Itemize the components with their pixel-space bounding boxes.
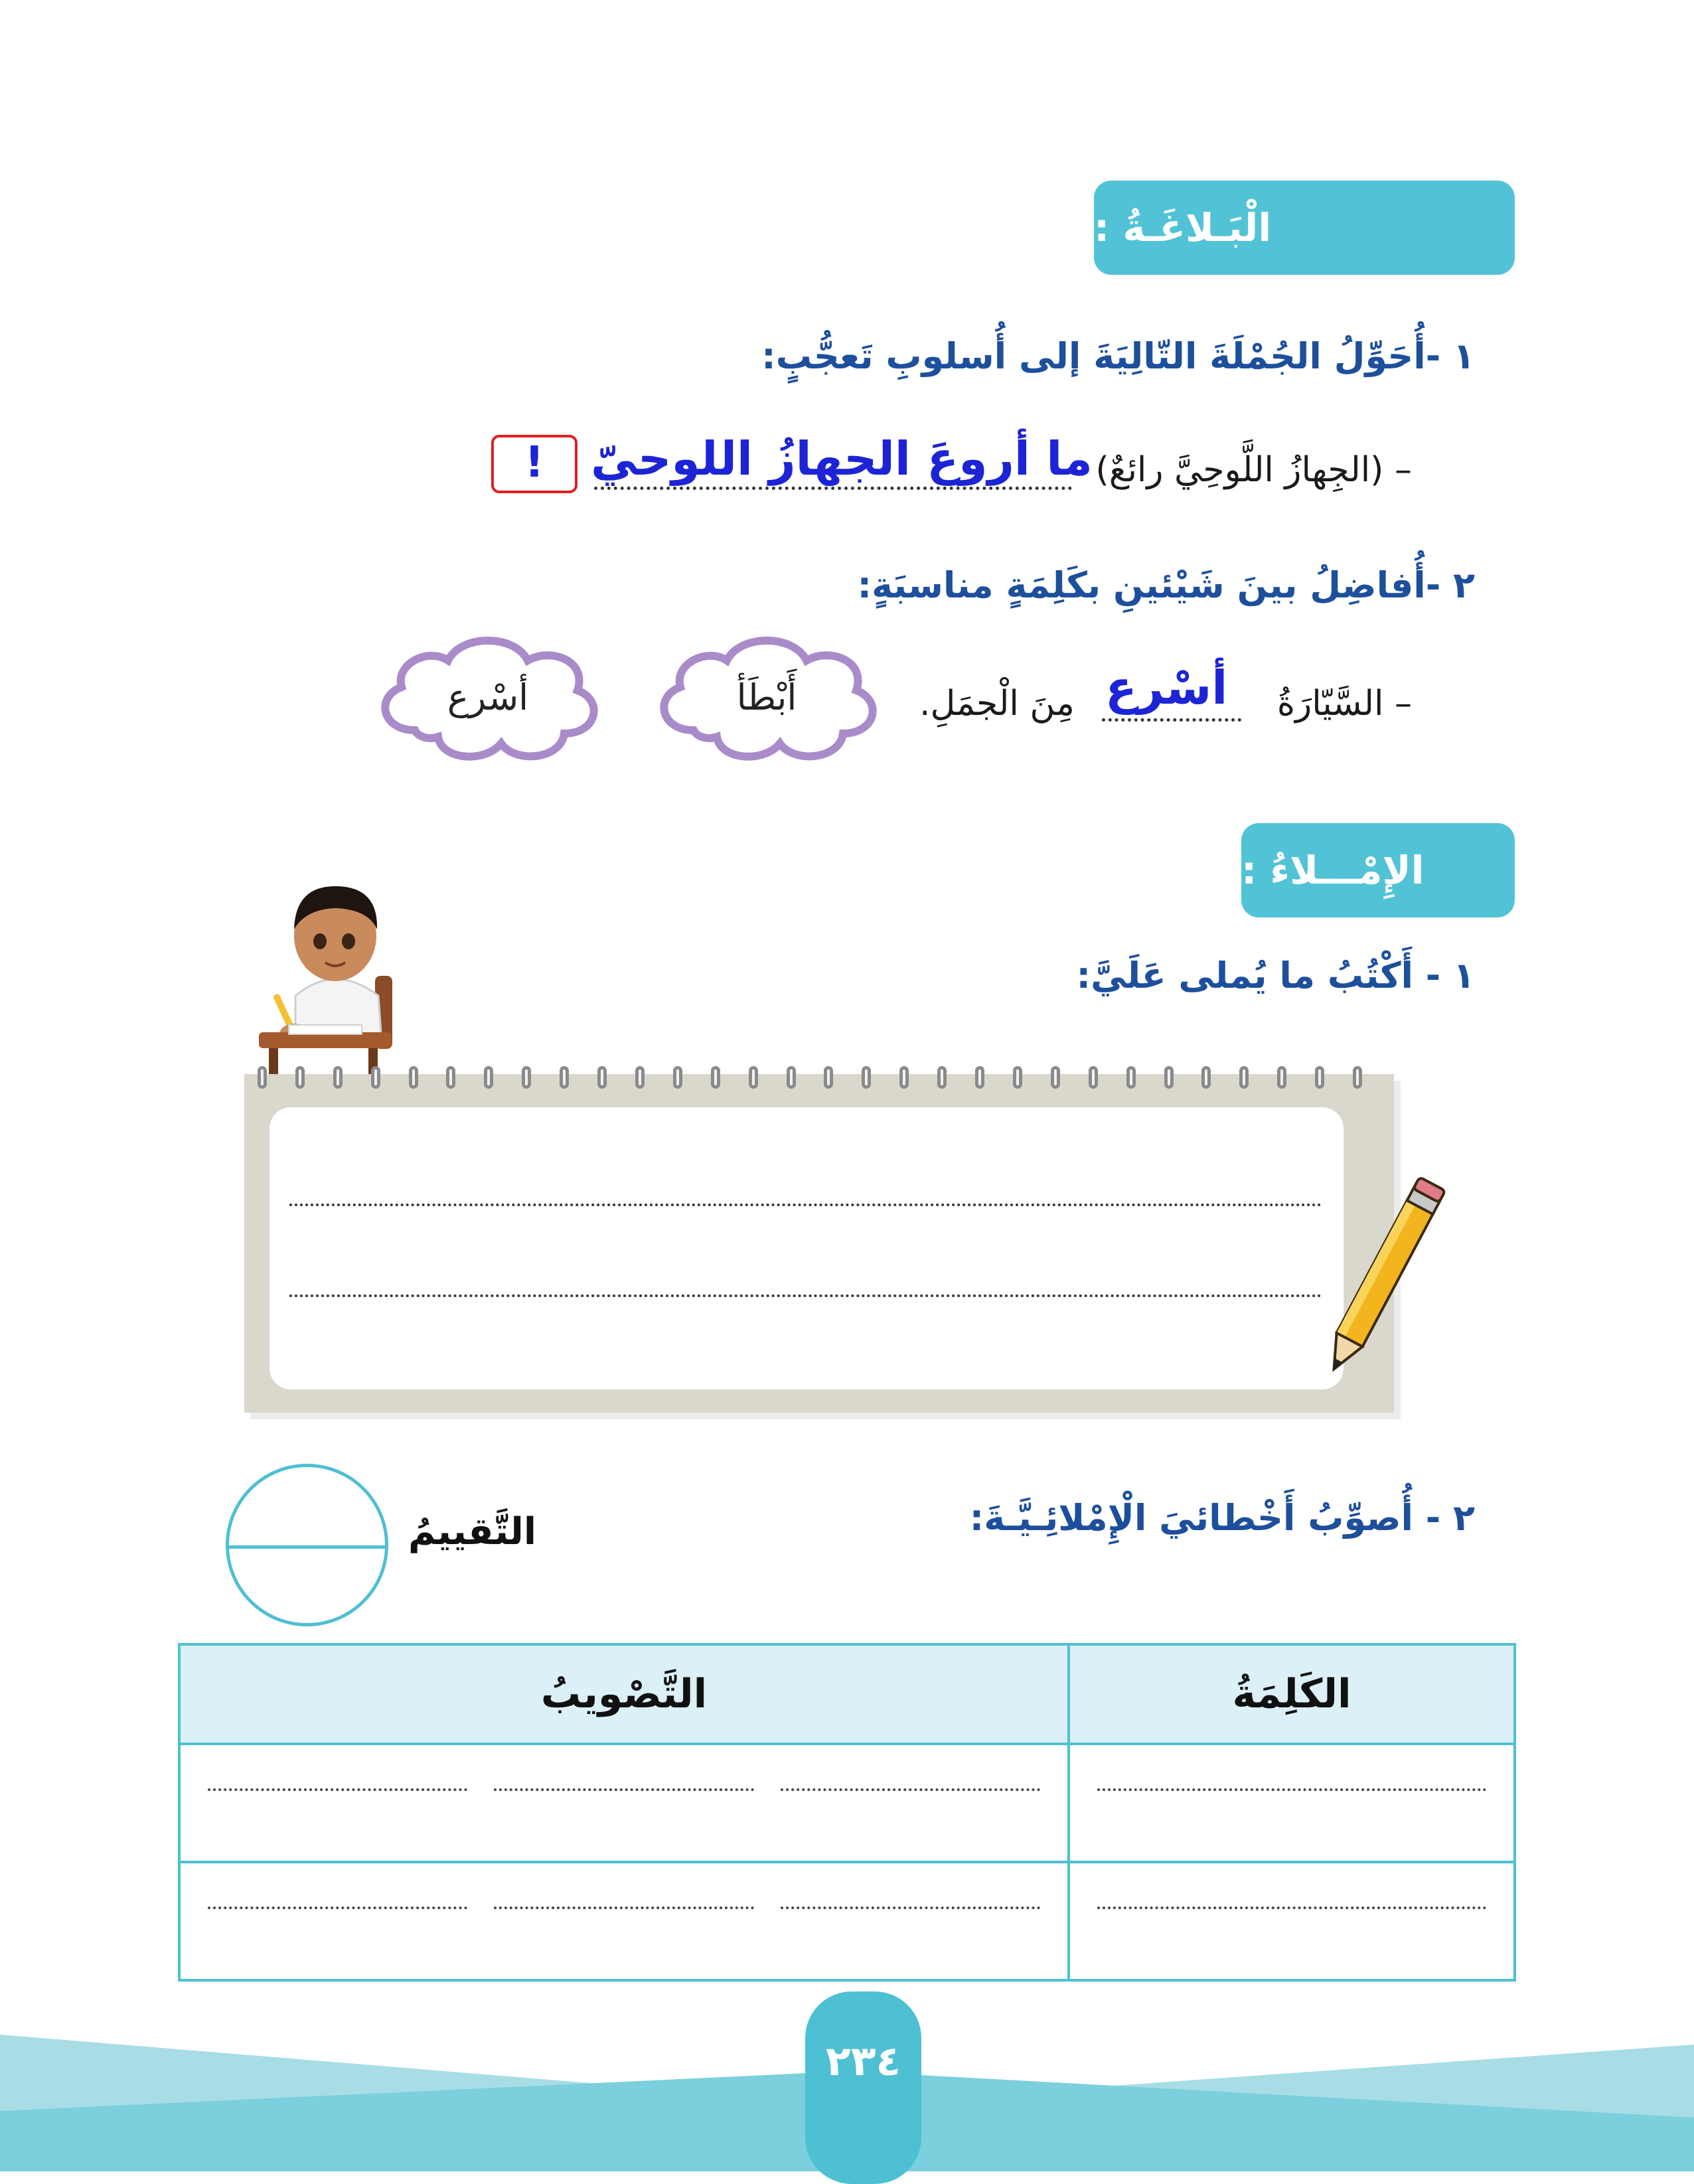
corrections-table bbox=[178, 1643, 1516, 1982]
spiral-ring bbox=[937, 1066, 947, 1089]
option-cloud-slower[interactable] bbox=[647, 624, 886, 770]
balagha-q1-answer[interactable]: ما أروعَ الجهازُ اللوحيّ bbox=[591, 431, 1093, 486]
spiral-ring bbox=[409, 1066, 418, 1089]
balagha-q1-title: ١ -أُحَوِّلُ الجُمْلَةَ التّالِيَةَ إلى أُسلوبِ تَعجُّبٍ: bbox=[761, 335, 1475, 377]
spiral-ring bbox=[975, 1066, 984, 1089]
spiral-ring bbox=[1126, 1066, 1136, 1089]
spiral-ring bbox=[371, 1066, 380, 1089]
notebook-page bbox=[270, 1107, 1344, 1389]
dictation-notebook bbox=[244, 1074, 1394, 1413]
evaluation-label: التَّقييمُ bbox=[408, 1510, 537, 1553]
spiral-ring bbox=[333, 1066, 343, 1089]
correction-cell[interactable] bbox=[179, 1862, 1069, 1980]
spiral-ring bbox=[597, 1066, 607, 1089]
imlaa-header-label: الإِمْـــلاءُ : bbox=[1241, 848, 1424, 893]
col-word-header: الكَلِمَةُ bbox=[1069, 1644, 1515, 1744]
spiral-ring bbox=[862, 1066, 871, 1089]
spiral-ring bbox=[787, 1066, 796, 1089]
imlaa-q1-title: ١ - أَكْتُبُ ما يُملى عَلَيَّ: bbox=[1076, 955, 1475, 996]
word-cell[interactable] bbox=[1069, 1744, 1515, 1862]
spiral-ring bbox=[899, 1066, 909, 1089]
option-faster-label: أسْرع bbox=[447, 676, 529, 718]
word-cell[interactable] bbox=[1069, 1862, 1515, 1980]
spiral-ring bbox=[1051, 1066, 1060, 1089]
balagha-q2-prompt-end: مِنَ الْجمَلِ. bbox=[919, 684, 1075, 724]
spiral-ring bbox=[711, 1066, 720, 1089]
evaluation-divider bbox=[229, 1545, 385, 1549]
spiral-ring bbox=[824, 1066, 833, 1089]
spiral-ring bbox=[1239, 1066, 1249, 1089]
spiral-ring bbox=[1201, 1066, 1211, 1089]
exclamation-mark: ! bbox=[524, 438, 544, 487]
pencil-illustration bbox=[1314, 1168, 1447, 1394]
spiral-ring bbox=[749, 1066, 758, 1089]
spiral-ring bbox=[1315, 1066, 1324, 1089]
spiral-ring bbox=[1353, 1066, 1362, 1089]
spiral-ring bbox=[484, 1066, 493, 1089]
notebook-spiral-rings bbox=[244, 1066, 1394, 1093]
spiral-ring bbox=[1164, 1066, 1174, 1089]
balagha-q2-answer[interactable]: أسْرع bbox=[1105, 661, 1228, 715]
option-slower-label: أَبْطَأ bbox=[736, 676, 797, 718]
table-header-row bbox=[179, 1644, 1515, 1744]
balagha-header-label: الْبَـلاغَـةُ : bbox=[1094, 205, 1272, 250]
spiral-ring bbox=[673, 1066, 682, 1089]
spiral-ring bbox=[522, 1066, 531, 1089]
spiral-ring bbox=[1277, 1066, 1286, 1089]
exclamation-answer-box[interactable] bbox=[491, 435, 578, 493]
spiral-ring bbox=[635, 1066, 645, 1089]
imlaa-q2-title: ٢ - أُصوِّبُ أَخْطائيَ الْإِمْلائِـيَّـةَ: bbox=[969, 1497, 1475, 1539]
balagha-q1-answer-line bbox=[594, 487, 1072, 490]
page-number: ٢٣٤ bbox=[805, 1991, 921, 2184]
spiral-ring bbox=[1013, 1066, 1022, 1089]
spiral-ring bbox=[258, 1066, 267, 1089]
balagha-q1-prompt: – (الجِهازُ اللَّوحِيَّ رائعٌ) bbox=[1095, 450, 1412, 490]
boy-writing-illustration bbox=[256, 863, 415, 1075]
imlaa-header bbox=[1241, 823, 1515, 917]
spiral-ring bbox=[560, 1066, 569, 1089]
balagha-header bbox=[1094, 181, 1515, 275]
dictation-line-1[interactable] bbox=[289, 1204, 1322, 1206]
evaluation-circle[interactable] bbox=[226, 1464, 388, 1626]
spiral-ring bbox=[1089, 1066, 1098, 1089]
table-row bbox=[179, 1744, 1515, 1862]
spiral-ring bbox=[295, 1066, 305, 1089]
correction-cell[interactable] bbox=[179, 1744, 1069, 1862]
balagha-q2-title: ٢ -أُفاضِلُ بينَ شَيْئينِ بكَلِمَةٍ مناسبَةٍ: bbox=[857, 564, 1475, 606]
table-row bbox=[179, 1862, 1515, 1980]
balagha-q2-answer-line bbox=[1102, 718, 1241, 722]
balagha-q2-prompt-start: – السَّيّارَةُ bbox=[1276, 684, 1412, 724]
dictation-line-2[interactable] bbox=[289, 1294, 1322, 1297]
spiral-ring bbox=[446, 1066, 455, 1089]
col-correction-header: التَّصْويبُ bbox=[179, 1644, 1069, 1744]
option-cloud-faster[interactable] bbox=[368, 624, 607, 770]
